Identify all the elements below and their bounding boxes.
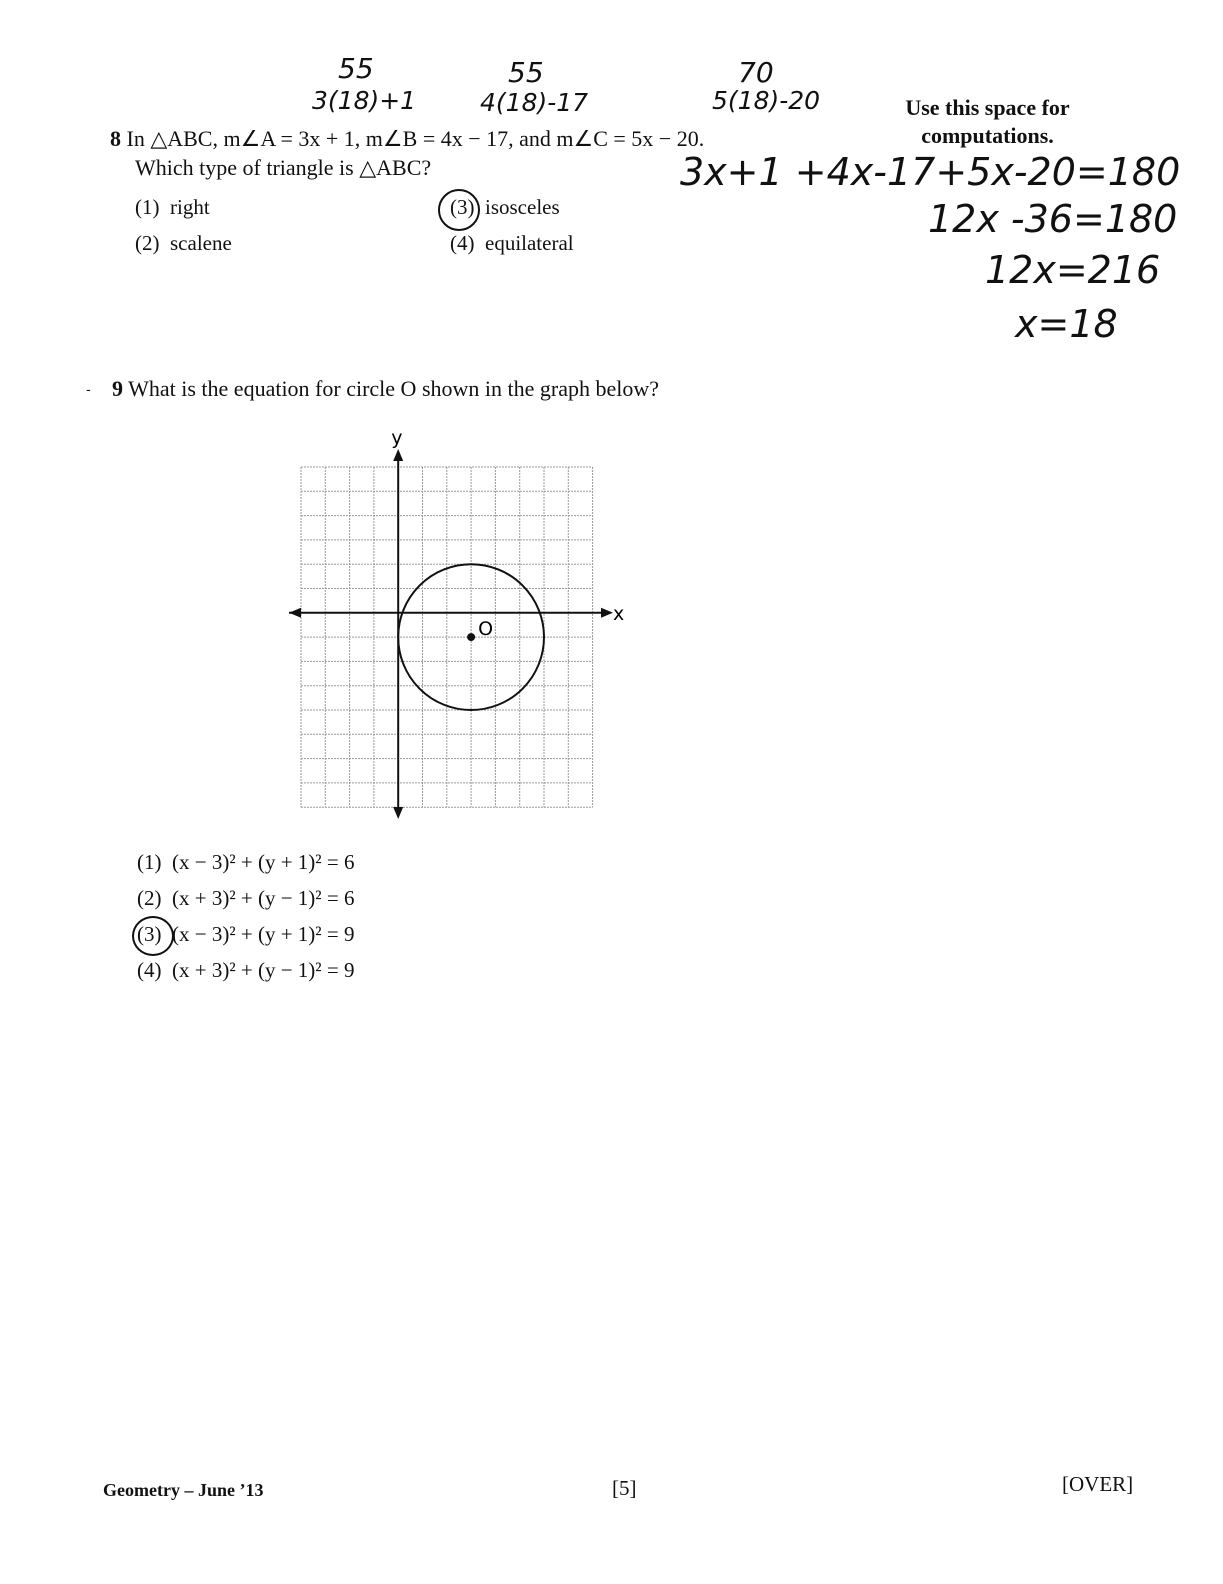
hand-work-line4: x=18	[1015, 302, 1118, 346]
margin-dash: -	[86, 382, 91, 398]
q8-choice-1-num: (1)	[135, 195, 160, 219]
q8-choice-4-text: equilateral	[485, 231, 574, 255]
q9-choice-4[interactable]	[137, 958, 354, 983]
q9-choice-3-num: (3)	[137, 922, 162, 946]
x-axis-label: x	[613, 602, 625, 625]
q8-choice-1[interactable]	[135, 195, 210, 220]
q8-choice-1-text: right	[170, 195, 210, 219]
computation-note-line1: Use this space for	[905, 95, 1070, 120]
hand-c-sub: 5(18)-20	[712, 86, 821, 115]
hand-a-sub: 3(18)+1	[312, 86, 417, 115]
hand-c-value: 70	[738, 56, 774, 89]
q9-choice-2[interactable]	[137, 886, 354, 911]
question-8-stem	[110, 124, 704, 153]
q9-choice-1[interactable]	[137, 850, 354, 875]
hand-b-sub: 4(18)-17	[480, 88, 589, 117]
hand-work-line1: 3x+1 +4x-17+5x-20=180	[680, 150, 1181, 194]
x-axis-arrow-right	[601, 608, 613, 618]
y-axis-arrow-up	[393, 449, 403, 461]
hand-work-line3: 12x=216	[985, 248, 1161, 292]
q8-choice-2-num: (2)	[135, 231, 160, 255]
q9-choice-3-text: (x − 3)² + (y + 1)² = 9	[172, 922, 355, 946]
q8-choice-3-text: isosceles	[485, 195, 560, 219]
q8-answer-circle-mark	[438, 189, 480, 231]
center-point	[467, 633, 475, 641]
question-8-stem-line2: Which type of triangle is △ABC?	[135, 155, 432, 180]
computation-note-line2: computations.	[921, 123, 1054, 148]
question-8-number: 8	[110, 126, 121, 151]
circle-graph	[285, 425, 625, 825]
x-axis-arrow-left	[289, 608, 301, 618]
q8-choice-2[interactable]	[135, 231, 232, 256]
graph-grid	[301, 467, 593, 807]
y-axis-arrow-down	[393, 807, 403, 819]
q8-choice-3-num: (3)	[450, 195, 475, 219]
hand-work-line2: 12x -36=180	[928, 197, 1178, 241]
question-9-stem	[112, 374, 659, 403]
y-axis-label: y	[391, 427, 403, 449]
question-8-stem-line1: In △ABC, m∠A = 3x + 1, m∠B = 4x − 17, and m∠C = 5x − 20.	[126, 126, 705, 151]
q8-choice-4[interactable]	[450, 231, 574, 256]
q9-choice-1-text: (x − 3)² + (y + 1)² = 6	[172, 850, 355, 874]
question-9-stem-text: What is the equation for circle O shown in the graph below?	[128, 376, 659, 401]
q9-choice-1-num: (1)	[137, 850, 162, 874]
q9-choice-2-text: (x + 3)² + (y − 1)² = 6	[172, 886, 355, 910]
q9-answer-circle-mark	[132, 916, 174, 956]
q9-choice-4-num: (4)	[137, 958, 162, 982]
computation-space-note	[880, 94, 1095, 150]
center-label: O	[478, 618, 494, 641]
question-9-number: 9	[112, 376, 123, 401]
graph-axes	[289, 449, 613, 819]
q9-choice-4-text: (x + 3)² + (y − 1)² = 9	[172, 958, 355, 982]
hand-b-value: 55	[508, 56, 544, 89]
footer-exam-name: Geometry – June ’13	[103, 1480, 264, 1500]
q8-choice-4-num: (4)	[450, 231, 475, 255]
hand-a-value: 55	[338, 52, 374, 85]
q9-choice-2-num: (2)	[137, 886, 162, 910]
footer-over: [OVER]	[1062, 1472, 1134, 1496]
footer-page-number: [5]	[612, 1476, 637, 1500]
q8-choice-2-text: scalene	[170, 231, 232, 255]
